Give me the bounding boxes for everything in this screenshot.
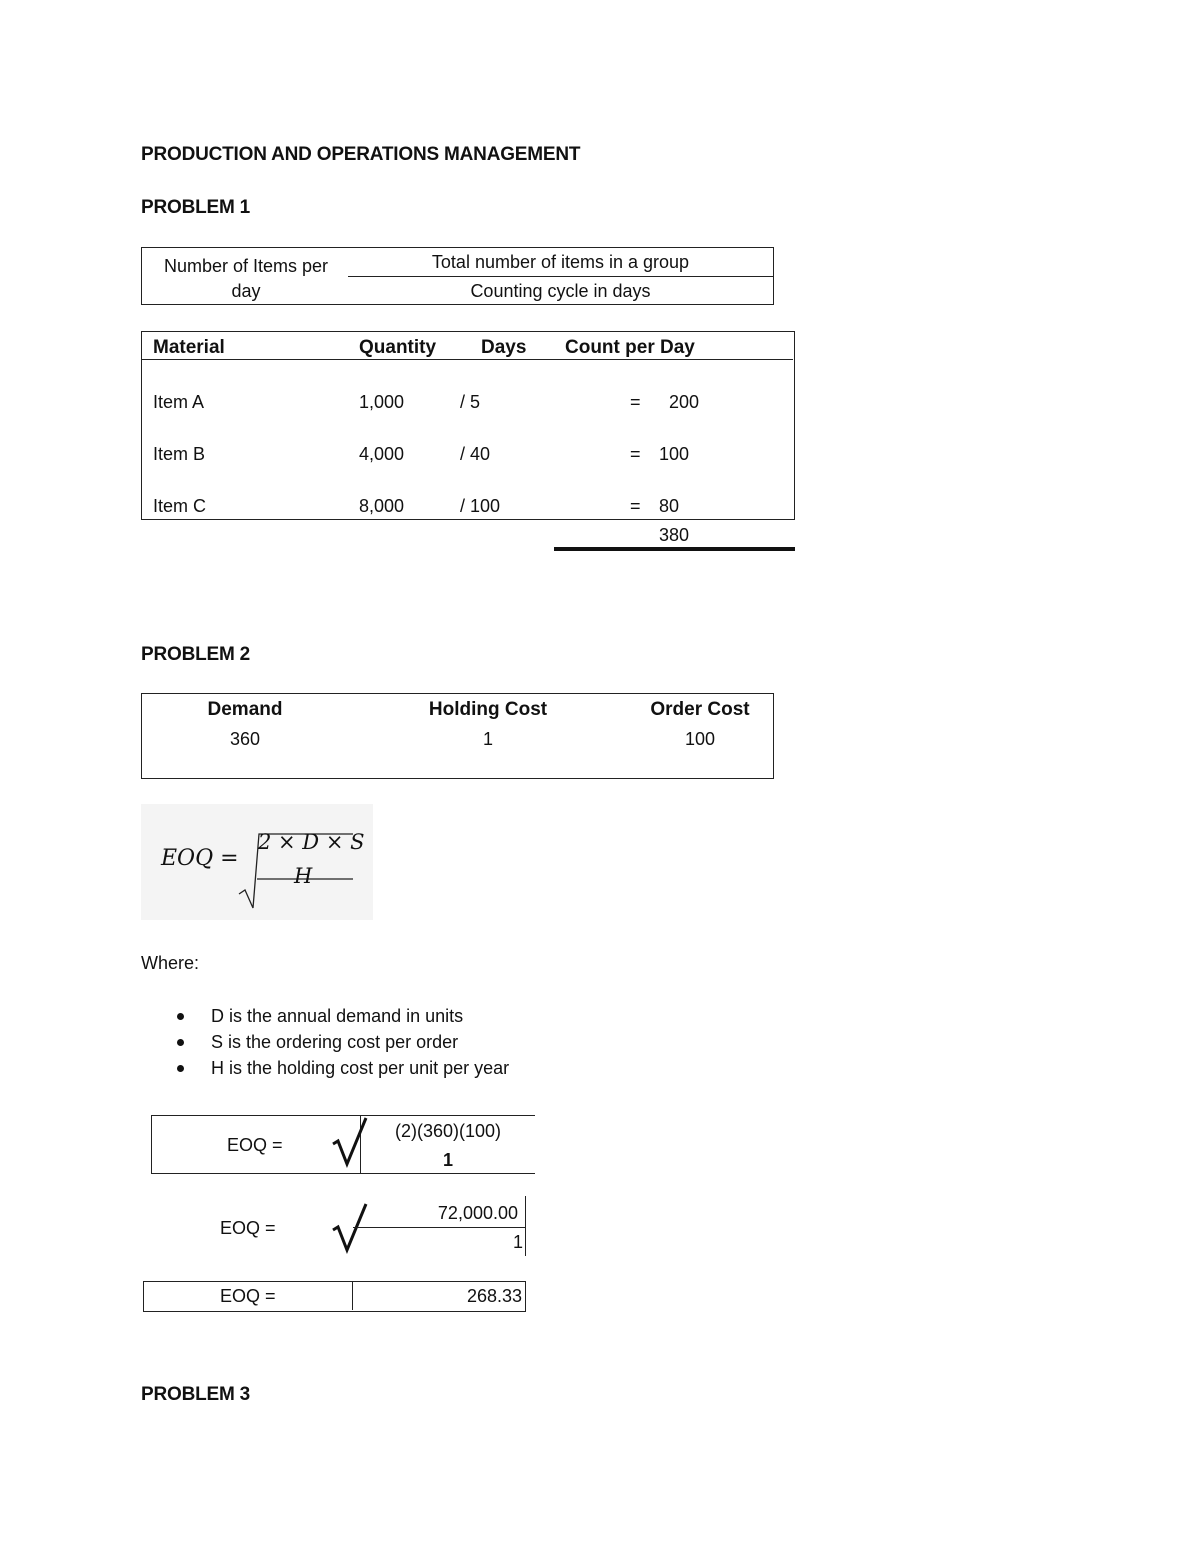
row-a-quantity: 1,000: [359, 392, 405, 412]
count-formula-label-line2: day: [231, 281, 261, 301]
eoq-calc1-numerator: (2)(360)(100): [394, 1121, 502, 1141]
eoq-result-box: [143, 1281, 526, 1312]
definition-d: D is the annual demand in units: [211, 1006, 464, 1026]
total-double-underline: [554, 547, 795, 551]
eoq-calc2-right-border: [525, 1196, 526, 1256]
count-formula-box: [141, 247, 774, 305]
row-c-material: Item C: [153, 496, 207, 516]
row-c-days: / 100: [460, 496, 501, 516]
header-quantity: Quantity: [359, 337, 437, 358]
definition-s: S is the ordering cost per order: [211, 1032, 459, 1052]
row-b-days: / 40: [460, 444, 491, 464]
header-count-per-day: Count per Day: [565, 337, 695, 358]
row-a-material: Item A: [153, 392, 205, 412]
problem3-heading: PROBLEM 3: [141, 1384, 251, 1405]
eoq-formula-image: [141, 804, 373, 920]
row-a-equals: =: [630, 392, 641, 412]
eoq-result-value: 268.33: [466, 1286, 522, 1306]
row-a-days: / 5: [460, 392, 481, 412]
eoq-formula-numerator: 2 × D × S: [258, 830, 365, 854]
input-value-demand: 360: [229, 729, 261, 749]
eoq-result-divider: [352, 1282, 353, 1310]
row-b-material: Item B: [153, 444, 206, 464]
eoq-inputs-box: [141, 693, 774, 779]
count-total: 380: [659, 525, 690, 545]
eoq-calc2-label: EOQ =: [220, 1218, 276, 1238]
row-c-count: 80: [659, 496, 680, 516]
count-formula-numerator: Total number of items in a group: [431, 252, 690, 272]
problem2-heading: PROBLEM 2: [141, 644, 251, 665]
eoq-calc1-sqrt-icon: [330, 1114, 370, 1168]
table-header-divider: [142, 359, 793, 360]
eoq-formula-lhs: EOQ =: [161, 846, 239, 871]
bullet-icon: [177, 1065, 184, 1072]
eoq-calc2-fraction-bar: [353, 1227, 526, 1228]
row-b-equals: =: [630, 444, 641, 464]
count-formula-label-line1: Number of Items per: [163, 256, 329, 276]
input-header-holding-cost: Holding Cost: [428, 699, 548, 720]
row-a-count: 200: [669, 392, 700, 412]
problem1-heading: PROBLEM 1: [141, 197, 251, 218]
eoq-calc2-numerator: 72,000.00: [437, 1203, 518, 1223]
eoq-formula-denominator: H: [294, 864, 313, 888]
material-table: [141, 331, 795, 520]
row-b-quantity: 4,000: [359, 444, 405, 464]
where-label: Where:: [141, 953, 200, 973]
definition-h: H is the holding cost per unit per year: [211, 1058, 510, 1078]
count-formula-fraction-bar: [348, 276, 773, 277]
bullet-icon: [177, 1013, 184, 1020]
eoq-calc2-denominator: 1: [512, 1232, 523, 1252]
input-value-holding-cost: 1: [482, 729, 493, 749]
eoq-calc1-denominator: 1: [442, 1150, 453, 1170]
eoq-calc1-label: EOQ =: [227, 1135, 283, 1155]
bullet-icon: [177, 1039, 184, 1046]
document-title: PRODUCTION AND OPERATIONS MANAGEMENT: [141, 144, 581, 165]
row-b-count: 100: [659, 444, 690, 464]
row-c-quantity: 8,000: [359, 496, 405, 516]
input-value-order-cost: 100: [684, 729, 716, 749]
header-days: Days: [481, 337, 527, 358]
count-formula-denominator: Counting cycle in days: [470, 281, 651, 301]
input-header-order-cost: Order Cost: [650, 699, 750, 720]
header-material: Material: [153, 337, 225, 358]
input-header-demand: Demand: [207, 699, 283, 720]
eoq-result-label: EOQ =: [220, 1286, 276, 1306]
row-c-equals: =: [630, 496, 641, 516]
